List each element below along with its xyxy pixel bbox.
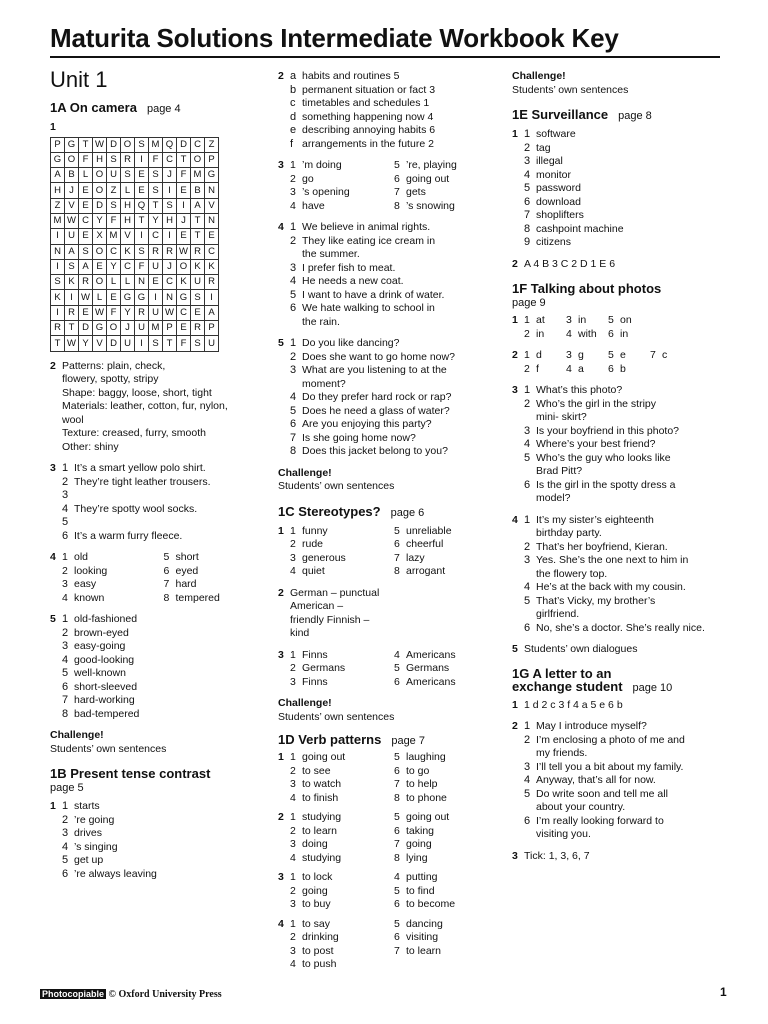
wordsearch-cell: C xyxy=(79,213,93,228)
wordsearch-grid xyxy=(50,137,219,352)
wordsearch-cell: I xyxy=(163,183,177,198)
wordsearch-cell: V xyxy=(65,198,79,213)
wordsearch-cell: I xyxy=(149,290,163,305)
wordsearch-cell: D xyxy=(177,137,191,152)
wordsearch-cell: F xyxy=(149,152,163,167)
wordsearch-cell: P xyxy=(51,137,65,152)
wordsearch-cell: M xyxy=(191,168,205,183)
section-1f-heading: 1F Talking about photos xyxy=(512,281,662,296)
wordsearch-cell: D xyxy=(93,198,107,213)
wordsearch-cell: M xyxy=(51,213,65,228)
wordsearch-cell: R xyxy=(191,244,205,259)
wordsearch-cell: S xyxy=(121,168,135,183)
wordsearch-cell: H xyxy=(163,213,177,228)
wordsearch-cell: T xyxy=(177,152,191,167)
wordsearch-cell: U xyxy=(65,229,79,244)
wordsearch-cell: L xyxy=(93,290,107,305)
wordsearch-cell: E xyxy=(177,229,191,244)
wordsearch-cell: H xyxy=(121,213,135,228)
wordsearch-cell: G xyxy=(51,152,65,167)
wordsearch-cell: L xyxy=(121,183,135,198)
wordsearch-cell: S xyxy=(107,198,121,213)
wordsearch-cell: M xyxy=(149,137,163,152)
wordsearch-cell: G xyxy=(65,137,79,152)
wordsearch-cell: Y xyxy=(149,213,163,228)
wordsearch-cell: E xyxy=(79,183,93,198)
wordsearch-cell: W xyxy=(93,137,107,152)
wordsearch-cell: V xyxy=(93,336,107,351)
wordsearch-cell: F xyxy=(107,213,121,228)
wordsearch-cell: C xyxy=(107,244,121,259)
wordsearch-cell: H xyxy=(121,198,135,213)
wordsearch-cell: U xyxy=(107,168,121,183)
wordsearch-row xyxy=(51,275,219,290)
wordsearch-cell: E xyxy=(135,183,149,198)
wordsearch-cell: G xyxy=(205,168,219,183)
wordsearch-cell: Y xyxy=(107,259,121,274)
wordsearch-cell: C xyxy=(163,152,177,167)
footer-copyright: Photocopiable © Oxford University Press xyxy=(42,989,222,1000)
wordsearch-cell: L xyxy=(79,168,93,183)
wordsearch-cell: R xyxy=(163,244,177,259)
section-1b-page: page 5 xyxy=(50,782,84,795)
section-1d-heading: 1D Verb patterns page 7 xyxy=(278,732,425,747)
wordsearch-cell: O xyxy=(177,259,191,274)
wordsearch-row xyxy=(51,183,219,198)
challenge-answer-1a: Students’ own sentences xyxy=(50,742,167,755)
wordsearch-cell: Y xyxy=(79,336,93,351)
wordsearch-cell: N xyxy=(51,244,65,259)
wordsearch-cell: F xyxy=(177,168,191,183)
challenge-label-1a: Challenge! xyxy=(50,729,104,742)
wordsearch-cell: O xyxy=(107,321,121,336)
wordsearch-cell: Q xyxy=(135,198,149,213)
wordsearch-cell: I xyxy=(51,305,65,320)
wordsearch-cell: G xyxy=(135,290,149,305)
wordsearch-cell: I xyxy=(135,336,149,351)
exercise-1g1: 1 1 d 2 c 3 f 4 a 5 e 6 b xyxy=(512,698,623,711)
wordsearch-cell: J xyxy=(121,321,135,336)
wordsearch-row xyxy=(51,152,219,167)
wordsearch-cell: C xyxy=(163,275,177,290)
exercise-1f1: 1 1 at 3 in 5 on 2 in 4 with 6 in xyxy=(512,314,632,340)
wordsearch-cell: S xyxy=(51,275,65,290)
exercise-1f3: 3 1 What’s this photo? 2 Who’s the girl in the stripy mini- skirt? 3 Is your boyfriend in this photo? 4 Where’s your best friend? 5 Who’s the guy who looks like Brad Pitt? 6 Is the girl in the spotty dress a model? xyxy=(512,384,680,504)
wordsearch-cell: G xyxy=(177,290,191,305)
wordsearch-cell: G xyxy=(121,290,135,305)
wordsearch-cell: D xyxy=(79,321,93,336)
title-rule xyxy=(50,56,720,58)
exercise-1c1: 1 1 funny 5 unreliable 2 rude 6 cheerful 3 generous 7 lazy 4 quiet 8 arrogant xyxy=(278,524,452,577)
exercise-1b2: 2 a habits and routines 5 b permanent situation or fact 3 c timetables and schedules 1 d something happening now 4 e describing annoying habits 6 f arrangements in the future 2 xyxy=(278,70,436,150)
wordsearch-cell: S xyxy=(107,152,121,167)
wordsearch-cell: S xyxy=(149,183,163,198)
wordsearch-cell: N xyxy=(205,183,219,198)
page-number: 1 xyxy=(720,985,727,999)
wordsearch-cell: N xyxy=(163,290,177,305)
wordsearch-cell: O xyxy=(121,137,135,152)
wordsearch-cell: R xyxy=(65,305,79,320)
wordsearch-cell: E xyxy=(205,229,219,244)
wordsearch-cell: Y xyxy=(121,305,135,320)
wordsearch-row xyxy=(51,229,219,244)
wordsearch-cell: Q xyxy=(163,137,177,152)
wordsearch-cell: B xyxy=(191,183,205,198)
wordsearch-cell: K xyxy=(205,259,219,274)
exercise-1a1-number: 1 xyxy=(50,121,56,133)
wordsearch-row xyxy=(51,244,219,259)
wordsearch-cell: P xyxy=(205,321,219,336)
wordsearch-cell: G xyxy=(93,321,107,336)
wordsearch-cell: J xyxy=(163,168,177,183)
exercise-1b3: 3 1 ’m doing 5 ’re, playing 2 go 6 going out 3 ’s opening 7 gets 4 have 8 ’s snowing xyxy=(278,159,457,212)
wordsearch-cell: J xyxy=(163,259,177,274)
section-1g-heading: 1G A letter to an exchange student page 10 xyxy=(512,665,673,694)
wordsearch-cell: R xyxy=(121,152,135,167)
wordsearch-cell: M xyxy=(107,229,121,244)
wordsearch-cell: I xyxy=(163,229,177,244)
wordsearch-cell: K xyxy=(51,290,65,305)
exercise-1f2: 2 1 d 3 g 5 e 7 c 2 f 4 a 6 b xyxy=(512,349,668,375)
wordsearch-cell: L xyxy=(121,275,135,290)
wordsearch-cell: I xyxy=(135,229,149,244)
exercise-1f5: 5 Students’ own dialogues xyxy=(512,643,638,655)
wordsearch-cell: V xyxy=(205,198,219,213)
section-1e-heading: 1E Surveillance page 8 xyxy=(512,107,652,122)
wordsearch-cell: N xyxy=(135,275,149,290)
wordsearch-row xyxy=(51,213,219,228)
wordsearch-cell: O xyxy=(65,152,79,167)
challenge-label-1b: Challenge! xyxy=(278,466,332,479)
wordsearch-cell: S xyxy=(149,336,163,351)
section-1f-page: page 9 xyxy=(512,297,546,309)
column-3 xyxy=(512,70,722,863)
wordsearch-cell: B xyxy=(65,168,79,183)
wordsearch-cell: T xyxy=(191,213,205,228)
exercise-1d1: 1 1 going out 5 laughing 2 to see 6 to go 3 to watch 7 to help 4 to finish 8 to phone xyxy=(278,751,447,804)
exercise-1a4: 4 1 old 5 short 2 looking 6 eyed 3 easy 7 hard 4 known 8 tempered xyxy=(50,551,220,604)
wordsearch-cell: T xyxy=(191,229,205,244)
challenge-answer-1d: Students’ own sentences xyxy=(512,83,629,96)
wordsearch-cell: C xyxy=(205,244,219,259)
wordsearch-cell: T xyxy=(51,336,65,351)
wordsearch-row xyxy=(51,336,219,351)
wordsearch-cell: T xyxy=(163,336,177,351)
exercise-1d4: 4 1 to say 5 dancing 2 drinking 6 visiting 3 to post 7 to learn 4 to push xyxy=(278,917,443,970)
wordsearch-cell: U xyxy=(205,336,219,351)
wordsearch-cell: K xyxy=(191,259,205,274)
exercise-1a3: 3 1 It’s a smart yellow polo shirt. 2 They’re tight leather trousers. 3 4 They’re spotty wool socks. 5 6 It’s a warm furry fleece. xyxy=(50,462,211,542)
exercise-1c3: 3 1 Finns 4 Americans 2 Germans 5 Germans 3 Finns 6 Americans xyxy=(278,648,456,688)
wordsearch-cell: Y xyxy=(93,213,107,228)
exercise-1e1: 1 1 software 2 tag 3 illegal 4 monitor 5 password 6 download 7 shoplifters 8 cashpoint machine 9 citizens xyxy=(512,128,624,248)
wordsearch-cell: E xyxy=(79,229,93,244)
wordsearch-row xyxy=(51,137,219,152)
wordsearch-cell: T xyxy=(79,137,93,152)
wordsearch-cell: A xyxy=(65,244,79,259)
wordsearch-row xyxy=(51,321,219,336)
wordsearch-cell: E xyxy=(177,183,191,198)
wordsearch-row xyxy=(51,198,219,213)
column-2 xyxy=(278,70,498,972)
wordsearch-cell: R xyxy=(149,244,163,259)
exercise-1e2: 2 A 4 B 3 C 2 D 1 E 6 xyxy=(512,257,616,270)
wordsearch-cell: W xyxy=(163,305,177,320)
wordsearch-cell: F xyxy=(79,152,93,167)
wordsearch-cell: R xyxy=(135,305,149,320)
wordsearch-cell: I xyxy=(135,152,149,167)
wordsearch-cell: C xyxy=(149,229,163,244)
wordsearch-cell: F xyxy=(107,305,121,320)
exercise-1c2: 2 German – punctual American – friendly Finnish – kind xyxy=(278,586,380,639)
wordsearch-cell: C xyxy=(177,305,191,320)
wordsearch-cell: I xyxy=(65,290,79,305)
wordsearch-cell: D xyxy=(107,336,121,351)
wordsearch-cell: H xyxy=(51,183,65,198)
wordsearch-cell: H xyxy=(93,152,107,167)
wordsearch-cell: S xyxy=(135,244,149,259)
wordsearch-cell: Z xyxy=(205,137,219,152)
exercise-1a2: 2 Patterns: plain, check, flowery, spotty, stripy Shape: baggy, loose, short, tight Materials: leather, cotton, fur, nylon, wool Texture: creased, furry, smooth Other: shiny xyxy=(50,359,228,453)
wordsearch-cell: W xyxy=(79,290,93,305)
wordsearch-cell: U xyxy=(149,305,163,320)
challenge-label-1d: Challenge! xyxy=(512,70,566,82)
wordsearch-cell: S xyxy=(79,244,93,259)
wordsearch-cell: A xyxy=(205,305,219,320)
wordsearch-cell: A xyxy=(79,259,93,274)
section-1c-heading: 1C Stereotypes? page 6 xyxy=(278,503,425,519)
unit-heading: Unit 1 xyxy=(50,67,108,92)
wordsearch-cell: I xyxy=(205,290,219,305)
column-1 xyxy=(50,66,265,881)
wordsearch-cell: O xyxy=(93,275,107,290)
wordsearch-cell: E xyxy=(135,168,149,183)
section-1b-heading: 1B Present tense contrast xyxy=(50,766,211,782)
exercise-1g3: 3 Tick: 1, 3, 6, 7 xyxy=(512,849,590,862)
wordsearch-cell: E xyxy=(191,305,205,320)
challenge-answer-1c: Students’ own sentences xyxy=(278,710,395,723)
wordsearch-cell: U xyxy=(121,336,135,351)
wordsearch-cell: F xyxy=(135,259,149,274)
wordsearch-cell: I xyxy=(51,229,65,244)
wordsearch-cell: M xyxy=(149,321,163,336)
exercise-1b4: 4 1 We believe in animal rights. 2 They like eating ice cream in the summer. 3 I prefer fish to meat. 4 He needs a new coat. 5 I want to have a drink of water. 6 We hate walking to school in the rain. xyxy=(278,221,445,328)
wordsearch-cell: W xyxy=(93,305,107,320)
wordsearch-row xyxy=(51,305,219,320)
wordsearch-cell: V xyxy=(121,229,135,244)
exercise-1g2: 2 1 May I introduce myself? 2 I’m enclosing a photo of me and my friends. 3 I’ll tell you a bit about my family. 4 Anyway, that’s all for now. 5 Do write soon and tell me all about your country. 6 I’m really looking forward to visiting you. xyxy=(512,720,685,840)
wordsearch-cell: E xyxy=(107,290,121,305)
wordsearch-cell: I xyxy=(51,259,65,274)
wordsearch-cell: O xyxy=(93,183,107,198)
wordsearch-cell: T xyxy=(149,198,163,213)
wordsearch-cell: Z xyxy=(107,183,121,198)
wordsearch-cell: A xyxy=(51,168,65,183)
wordsearch-cell: O xyxy=(93,244,107,259)
wordsearch-cell: P xyxy=(205,152,219,167)
wordsearch-cell: R xyxy=(205,275,219,290)
wordsearch-cell: K xyxy=(177,275,191,290)
wordsearch-cell: E xyxy=(79,198,93,213)
exercise-1b5: 5 1 Do you like dancing? 2 Does she want to go home now? 3 What are you listening to at the moment? 4 Do they prefer hard rock or rap? 5 Does he need a glass of water? 6 Are you enjoying this party? 7 Is she going home now? 8 Does this jacket belong to you? xyxy=(278,337,455,457)
exercise-1f4: 4 1 It’s my sister’s eighteenth birthday party. 2 That’s her boyfriend, Kieran. 3 Yes. She’s the one next to him in the flowery top. 4 He’s at the back with my cousin. 5 That’s Vicky, my brother’s girlfriend. 6 No, she’s a doctor. She’s really nice. xyxy=(512,513,705,634)
wordsearch-cell: N xyxy=(205,213,219,228)
wordsearch-cell: T xyxy=(135,213,149,228)
wordsearch-cell: A xyxy=(191,198,205,213)
wordsearch-row xyxy=(51,259,219,274)
wordsearch-cell: W xyxy=(65,336,79,351)
wordsearch-cell: O xyxy=(191,152,205,167)
wordsearch-cell: S xyxy=(191,290,205,305)
wordsearch-cell: K xyxy=(65,275,79,290)
exercise-1a5: 5 1 old-fashioned 2 brown-eyed 3 easy-going 4 good-looking 5 well-known 6 short-sleeved 7 hard-working 8 bad-tempered xyxy=(50,613,140,720)
wordsearch-cell: W xyxy=(177,244,191,259)
wordsearch-cell: R xyxy=(51,321,65,336)
wordsearch-cell: S xyxy=(191,336,205,351)
wordsearch-cell: S xyxy=(65,259,79,274)
wordsearch-cell: S xyxy=(163,198,177,213)
wordsearch-cell: F xyxy=(177,336,191,351)
exercise-1d2: 2 1 studying 5 going out 2 to learn 6 taking 3 doing 7 going 4 studying 8 lying xyxy=(278,811,450,864)
wordsearch-row xyxy=(51,290,219,305)
wordsearch-row xyxy=(51,168,219,183)
challenge-label-1c: Challenge! xyxy=(278,697,332,709)
wordsearch-cell: D xyxy=(107,137,121,152)
wordsearch-cell: E xyxy=(93,259,107,274)
wordsearch-cell: J xyxy=(177,213,191,228)
exercise-1b1: 1 1 starts 2 ’re going 3 drives 4 ’s singing 5 get up 6 ’re always leaving xyxy=(50,800,157,880)
wordsearch-cell: P xyxy=(163,321,177,336)
wordsearch-cell: R xyxy=(191,321,205,336)
wordsearch-cell: R xyxy=(79,275,93,290)
wordsearch-cell: E xyxy=(149,275,163,290)
wordsearch-cell: E xyxy=(79,305,93,320)
wordsearch-cell: U xyxy=(149,259,163,274)
wordsearch-cell: I xyxy=(177,198,191,213)
wordsearch-cell: Z xyxy=(51,198,65,213)
wordsearch-cell: S xyxy=(149,168,163,183)
wordsearch-cell: C xyxy=(121,259,135,274)
wordsearch-cell: J xyxy=(65,183,79,198)
wordsearch-cell: S xyxy=(135,137,149,152)
wordsearch-cell: U xyxy=(135,321,149,336)
section-1a-heading: 1A On camera page 4 xyxy=(50,100,181,115)
page-title: Maturita Solutions Intermediate Workbook Key xyxy=(50,23,619,53)
wordsearch-cell: W xyxy=(65,213,79,228)
exercise-1d3: 3 1 to lock 4 putting 2 going 5 to find 3 to buy 6 to become xyxy=(278,871,456,910)
wordsearch-cell: T xyxy=(65,321,79,336)
wordsearch-cell: E xyxy=(177,321,191,336)
wordsearch-cell: X xyxy=(93,229,107,244)
wordsearch-cell: O xyxy=(93,168,107,183)
challenge-answer-1b: Students’ own sentences xyxy=(278,480,395,492)
wordsearch-cell: L xyxy=(107,275,121,290)
wordsearch-cell: C xyxy=(191,137,205,152)
wordsearch-cell: U xyxy=(191,275,205,290)
wordsearch-cell: K xyxy=(121,244,135,259)
